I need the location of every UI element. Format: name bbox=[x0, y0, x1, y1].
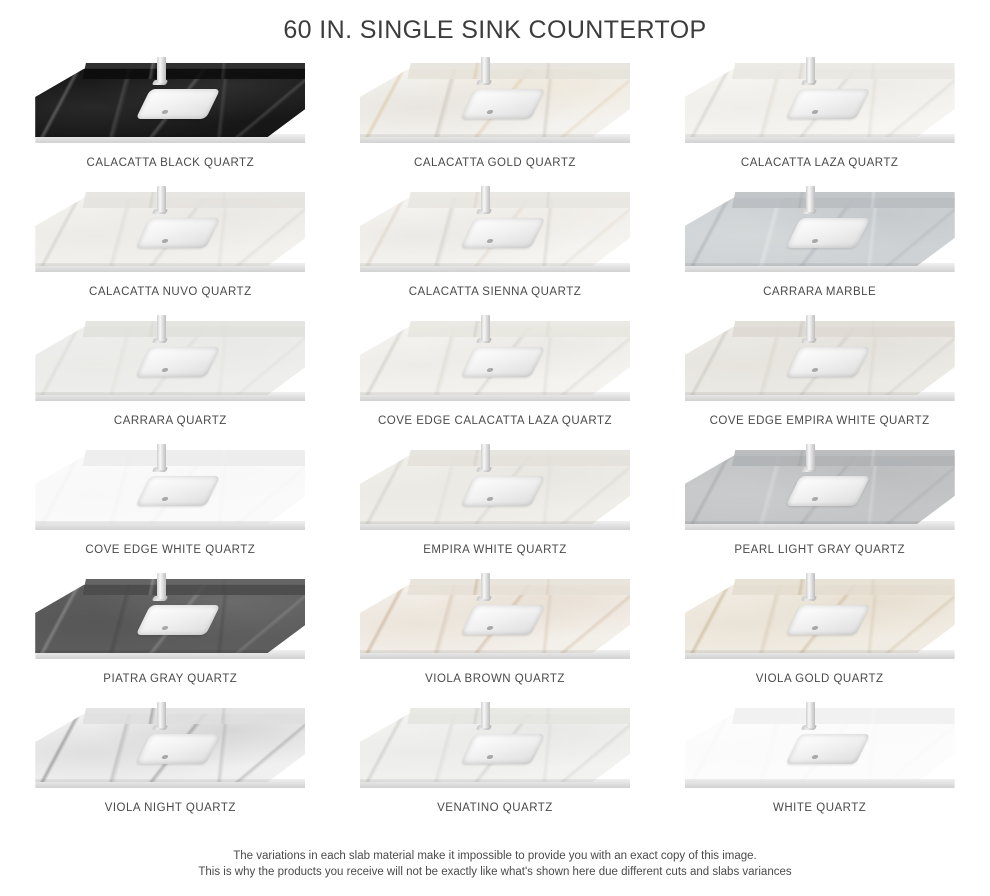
slab-surface bbox=[360, 450, 630, 530]
faucet-icon bbox=[806, 444, 815, 470]
sink-basin bbox=[461, 476, 546, 506]
countertop-option[interactable] bbox=[8, 442, 333, 571]
countertop-image[interactable] bbox=[35, 313, 305, 413]
slab-surface bbox=[35, 321, 305, 401]
countertop-image[interactable] bbox=[685, 313, 955, 413]
front-edge bbox=[685, 779, 955, 788]
slab-surface bbox=[685, 192, 955, 272]
front-edge bbox=[35, 263, 305, 272]
faucet-icon bbox=[157, 57, 166, 83]
faucet-icon bbox=[157, 444, 166, 470]
front-edge bbox=[685, 263, 955, 272]
countertop-option[interactable] bbox=[333, 700, 658, 829]
backsplash bbox=[732, 579, 955, 595]
faucet-icon bbox=[806, 315, 815, 341]
slab-surface bbox=[685, 63, 955, 143]
countertop-label: COVE EDGE CALACATTA LAZA QUARTZ bbox=[377, 415, 613, 427]
countertop-option[interactable] bbox=[333, 184, 658, 313]
front-edge bbox=[35, 392, 305, 401]
countertop-label: CALACATTA BLACK QUARTZ bbox=[86, 157, 255, 169]
disclaimer-line-2: This is why the products you receive will not be exactly like what's shown here due different cuts and slabs variances bbox=[198, 866, 792, 878]
sink-basin bbox=[785, 218, 870, 248]
countertop-image[interactable] bbox=[360, 184, 630, 284]
slab-surface bbox=[360, 321, 630, 401]
countertop-option[interactable] bbox=[8, 184, 333, 313]
countertop-image[interactable] bbox=[35, 571, 305, 671]
front-edge bbox=[360, 650, 630, 659]
page-title: 60 IN. SINGLE SINK COUNTERTOP bbox=[283, 16, 707, 44]
front-edge bbox=[685, 650, 955, 659]
countertop-label: EMPIRA WHITE QUARTZ bbox=[423, 544, 567, 556]
front-edge bbox=[360, 392, 630, 401]
backsplash bbox=[83, 708, 306, 724]
countertop-option[interactable] bbox=[8, 700, 333, 829]
countertop-option[interactable] bbox=[8, 571, 333, 700]
sink-basin bbox=[461, 89, 546, 119]
countertop-label: VIOLA NIGHT QUARTZ bbox=[104, 802, 236, 814]
countertop-image[interactable] bbox=[685, 442, 955, 542]
faucet-icon bbox=[806, 573, 815, 599]
countertop-image[interactable] bbox=[35, 442, 305, 542]
front-edge bbox=[360, 521, 630, 530]
front-edge bbox=[685, 521, 955, 530]
countertop-label: CARRARA QUARTZ bbox=[113, 415, 227, 427]
front-edge bbox=[360, 779, 630, 788]
countertop-option[interactable] bbox=[657, 442, 982, 571]
countertop-grid bbox=[0, 49, 990, 829]
backsplash bbox=[83, 192, 306, 208]
faucet-icon bbox=[806, 57, 815, 83]
disclaimer-line-1: The variations in each slab material make it impossible to provide you with an exact copy of this image. bbox=[233, 850, 757, 862]
countertop-label: VIOLA BROWN QUARTZ bbox=[425, 673, 565, 685]
countertop-label: VENATINO QUARTZ bbox=[437, 802, 553, 814]
slab-surface bbox=[360, 63, 630, 143]
backsplash bbox=[407, 708, 630, 724]
faucet-icon bbox=[157, 573, 166, 599]
countertop-image[interactable] bbox=[685, 55, 955, 155]
backsplash bbox=[83, 579, 306, 595]
countertop-label: CALACATTA LAZA QUARTZ bbox=[740, 157, 899, 169]
countertop-label: VIOLA GOLD QUARTZ bbox=[755, 673, 884, 685]
front-edge bbox=[35, 134, 305, 143]
sink-basin bbox=[785, 734, 870, 764]
countertop-label: CALACATTA GOLD QUARTZ bbox=[414, 157, 576, 169]
sink-basin bbox=[785, 605, 870, 635]
faucet-icon bbox=[481, 444, 490, 470]
countertop-label: CALACATTA SIENNA QUARTZ bbox=[408, 286, 582, 298]
sink-basin bbox=[461, 734, 546, 764]
slab-surface bbox=[685, 321, 955, 401]
slab-surface bbox=[35, 450, 305, 530]
countertop-option[interactable] bbox=[657, 55, 982, 184]
front-edge bbox=[685, 392, 955, 401]
slab-surface bbox=[35, 63, 305, 143]
countertop-label: PIATRA GRAY QUARTZ bbox=[103, 673, 238, 685]
faucet-icon bbox=[481, 186, 490, 212]
sink-basin bbox=[461, 605, 546, 635]
countertop-option[interactable] bbox=[657, 700, 982, 829]
countertop-option[interactable] bbox=[8, 55, 333, 184]
faucet-icon bbox=[806, 702, 815, 728]
faucet-icon bbox=[806, 186, 815, 212]
faucet-icon bbox=[157, 315, 166, 341]
countertop-label: CALACATTA NUVO QUARTZ bbox=[89, 286, 252, 298]
backsplash bbox=[83, 450, 306, 466]
countertop-image[interactable] bbox=[360, 313, 630, 413]
front-edge bbox=[360, 263, 630, 272]
sink-basin bbox=[461, 218, 546, 248]
countertop-image[interactable] bbox=[360, 700, 630, 800]
faucet-icon bbox=[157, 702, 166, 728]
countertop-image[interactable] bbox=[685, 700, 955, 800]
faucet-icon bbox=[481, 57, 490, 83]
front-edge bbox=[35, 521, 305, 530]
countertop-option[interactable] bbox=[657, 313, 982, 442]
backsplash bbox=[407, 192, 630, 208]
countertop-image[interactable] bbox=[35, 184, 305, 284]
front-edge bbox=[360, 134, 630, 143]
front-edge bbox=[35, 650, 305, 659]
sink-basin bbox=[785, 476, 870, 506]
countertop-label: WHITE QUARTZ bbox=[773, 802, 867, 814]
countertop-option[interactable] bbox=[657, 571, 982, 700]
faucet-icon bbox=[481, 315, 490, 341]
backsplash bbox=[407, 63, 630, 79]
faucet-icon bbox=[481, 702, 490, 728]
backsplash bbox=[83, 321, 306, 337]
countertop-image[interactable] bbox=[685, 184, 955, 284]
slab-surface bbox=[360, 579, 630, 659]
slab-surface bbox=[685, 579, 955, 659]
countertop-image[interactable] bbox=[35, 55, 305, 155]
countertop-label: COVE EDGE WHITE QUARTZ bbox=[85, 544, 256, 556]
slab-surface bbox=[685, 708, 955, 788]
faucet-icon bbox=[157, 186, 166, 212]
faucet-icon bbox=[481, 573, 490, 599]
countertop-option[interactable] bbox=[657, 184, 982, 313]
countertop-image[interactable] bbox=[685, 571, 955, 671]
front-edge bbox=[35, 779, 305, 788]
slab-surface bbox=[685, 450, 955, 530]
backsplash bbox=[407, 450, 630, 466]
countertop-image[interactable] bbox=[360, 442, 630, 542]
backsplash bbox=[732, 708, 955, 724]
slab-surface bbox=[35, 579, 305, 659]
backsplash bbox=[732, 192, 955, 208]
countertop-option[interactable] bbox=[333, 313, 658, 442]
slab-surface bbox=[35, 192, 305, 272]
backsplash bbox=[407, 579, 630, 595]
backsplash bbox=[732, 321, 955, 337]
countertop-option[interactable] bbox=[333, 571, 658, 700]
backsplash bbox=[83, 63, 306, 79]
sink-basin bbox=[461, 347, 546, 377]
countertop-image[interactable] bbox=[360, 55, 630, 155]
slab-surface bbox=[360, 708, 630, 788]
slab-surface bbox=[35, 708, 305, 788]
countertop-option[interactable] bbox=[333, 55, 658, 184]
backsplash bbox=[732, 450, 955, 466]
backsplash bbox=[732, 63, 955, 79]
slab-surface bbox=[360, 192, 630, 272]
countertop-label: CARRARA MARBLE bbox=[763, 286, 877, 298]
countertop-image[interactable] bbox=[35, 700, 305, 800]
countertop-image[interactable] bbox=[360, 571, 630, 671]
countertop-label: COVE EDGE EMPIRA WHITE QUARTZ bbox=[709, 415, 930, 427]
disclaimer bbox=[0, 848, 990, 880]
front-edge bbox=[685, 134, 955, 143]
countertop-option[interactable] bbox=[8, 313, 333, 442]
sink-basin bbox=[785, 89, 870, 119]
countertop-label: PEARL LIGHT GRAY QUARTZ bbox=[734, 544, 905, 556]
backsplash bbox=[407, 321, 630, 337]
countertop-option[interactable] bbox=[333, 442, 658, 571]
sink-basin bbox=[785, 347, 870, 377]
